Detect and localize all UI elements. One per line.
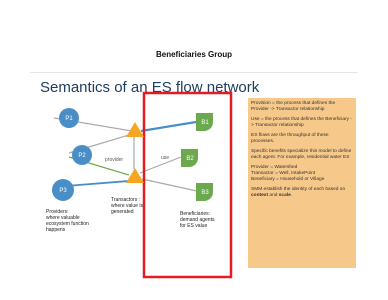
provision-definition: Provision = the process that defines the Provider -> Transactor relationship [251,101,336,112]
edge-b1-t1 [141,122,196,131]
edge-p3-t2 [66,181,129,186]
node-p3-label: P3 [59,188,67,194]
transactors-caption: Transactors : where value is generated [111,197,143,215]
node-p1-label: P1 [65,116,73,122]
slide-title: Semantics of an ES flow network [40,79,260,96]
specialization-note: Specific benefits specialize this model to define each agent. For example, residential water ES [251,149,352,160]
beneficiaries-caption: Beneficiaries: demand agents for ES value [180,211,215,229]
node-b3-label: B3 [201,190,209,196]
es-flow-definition: ES flows are the throughput of these processes. [251,133,329,144]
use-definition: Use = the process that defines the Beneficiary -> Transactor relationship [251,117,352,128]
definitions-sidebar [248,98,356,268]
group-title: Beneficiaries Group [155,50,233,59]
node-b2-label: B2 [186,156,194,162]
edge-label-provider: provider [105,157,124,163]
node-p2-label: P2 [78,153,86,159]
example-mapping: Provider = Watershed Transactor = Well, IntakePoint Beneficiary = Household or Village [251,165,325,182]
node-b1-label: B1 [201,120,209,126]
transactor-highlight-box [144,93,231,277]
smm-note: SMM establish the identity of each based on context and scale. [251,187,346,198]
providers-caption: Providers: where valuable ecosystem function happens [46,209,89,233]
edge-label-use: use [161,155,170,161]
transactor-triangle-1 [126,122,144,137]
edge-b3-t2 [142,179,197,191]
